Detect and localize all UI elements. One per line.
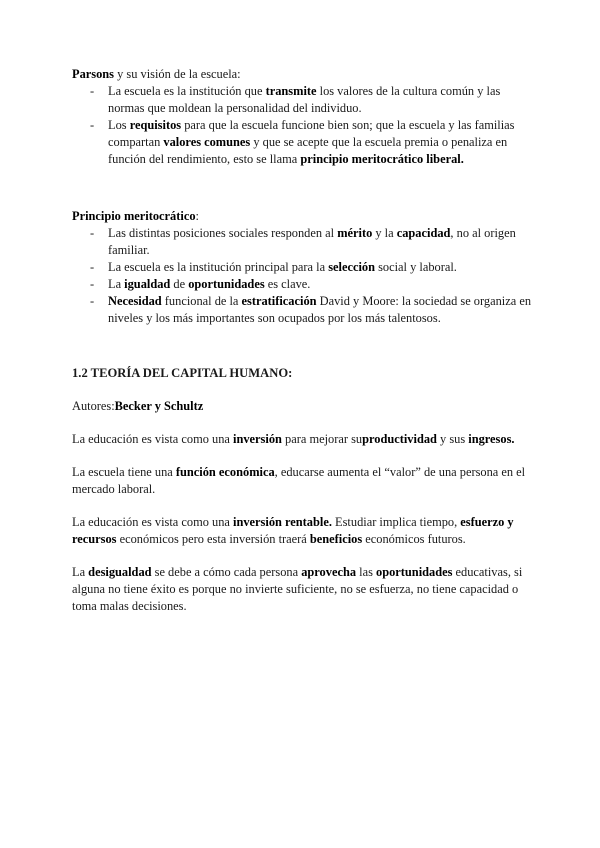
list-item: - La igualdad de oportunidades es clave. <box>90 277 311 291</box>
list-item: - Las distintas posiciones sociales responden al mérito y la capacidad, no al origen familiar. <box>90 226 516 257</box>
parsons-intro: Parsons y su visión de la escuela: <box>72 67 241 81</box>
list-item: - La escuela es la institución principal para la selección social y laboral. <box>90 260 457 274</box>
paragraph: La escuela tiene una función económica, educarse aumenta el “valor” de una persona en el mercado laboral. <box>72 465 526 496</box>
parsons-list <box>72 83 532 168</box>
list-item: - La escuela es la institución que transmite los valores de la cultura común y las normas que moldean la personalidad del individuo. <box>90 84 501 115</box>
document-page <box>72 66 532 615</box>
list-item: - Los requisitos para que la escuela funcione bien son; que la escuela y las familias compartan valores comunes y que se acepte que la escuela premia o penaliza en función del rendimiento, esto se llama principio meritocrático liberal. <box>90 118 515 166</box>
paragraph: La desigualdad se debe a cómo cada persona aprovecha las oportunidades educativas, si alguna no tiene éxito es porque no invierte suficiente, no se esfuerza, no tiene capacidad o toma malas decisiones. <box>72 565 523 613</box>
list-item: - Necesidad funcional de la estratificación David y Moore: la sociedad se organiza en niveles y los más importantes son ocupados por los más talentosos. <box>90 294 532 325</box>
meritocratic-list <box>72 225 532 327</box>
paragraph: La educación es vista como una inversión rentable. Estudiar implica tiempo, esfuerzo y recursos económicos pero esta inversión traerá beneficios económicos futuros. <box>72 515 514 546</box>
authors-line: Autores:Becker y Schultz <box>72 399 204 413</box>
meritocratic-intro: Principio meritocrático: <box>72 209 199 223</box>
paragraph: La educación es vista como una inversión para mejorar suproductividad y sus ingresos. <box>72 432 515 446</box>
section-heading: 1.2 TEORÍA DEL CAPITAL HUMANO: <box>72 366 293 380</box>
